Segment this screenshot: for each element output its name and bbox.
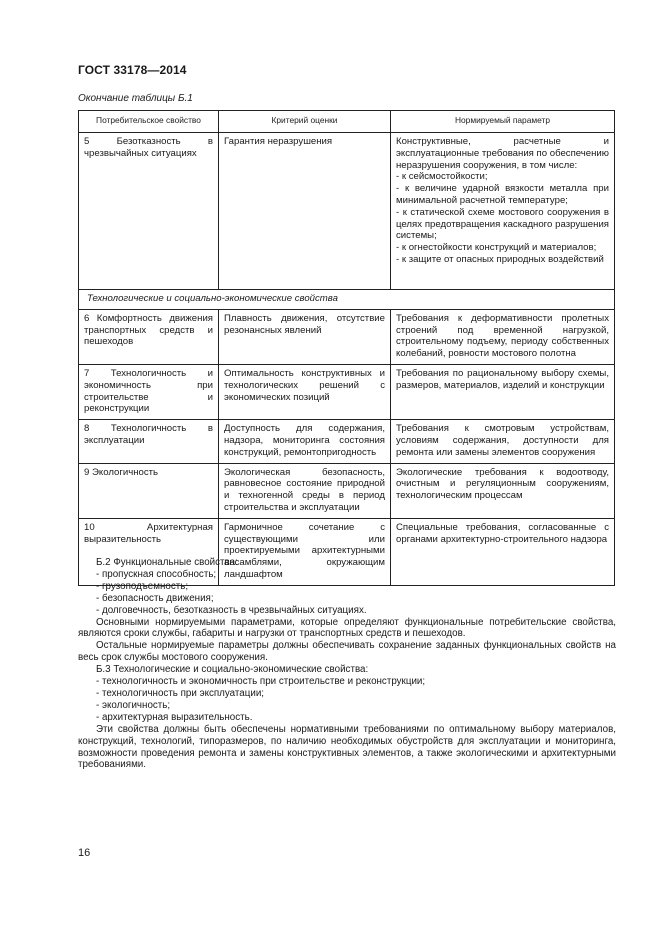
property-cell: 9 Экологичность — [79, 463, 219, 518]
table-row — [79, 133, 615, 290]
paragraph: Эти свойства должны быть обеспечены нормативными требованиями по оптимальному выбору материалов, конструкций, технологий, типоразмеров, по наличию необходимых обустройств для эксплуатации и мониторинга, возможности проведения ремонта и замены конструктивных элементов, а также экологическими и архитектурными требованиями. — [78, 723, 616, 771]
parameter-cell: Требования по рациональному выбору схемы, размеров, материалов, изделий и конструкции — [391, 364, 615, 419]
table-row — [79, 463, 615, 518]
criterion-cell: Гармоничное сочетание с существующими или проектируемыми архитектурными ансамблями, окружающим ландшафтом — [219, 518, 391, 585]
list-item: - технологичность при эксплуатации; — [96, 687, 265, 699]
table-caption: Окончание таблицы Б.1 — [78, 93, 193, 104]
parameter-cell — [391, 133, 615, 290]
column-header-criterion: Критерий оценки — [219, 111, 391, 133]
list-item: - долговечность, безотказность в чрезвычайных ситуациях. — [96, 604, 367, 616]
criterion-cell: Экологическая безопасность, равновесное состояние природной и техногенной среды в период строительства и эксплуатации — [219, 463, 391, 518]
property-cell: 5 Безотказность в чрезвычайных ситуациях — [79, 133, 219, 290]
parameter-line: Конструктивные, расчетные и эксплуатационные требования по обеспечению неразрушения сооружения, в том числе: — [396, 136, 609, 171]
column-header-property: Потребительское свойство — [79, 111, 219, 133]
parameter-cell: Требования к деформативности пролетных строений под временной нагрузкой, строительному подъему, периоду собственных колебаний, ровности мостового полотна — [391, 309, 615, 364]
requirements-table — [78, 110, 615, 586]
parameter-line: - к сейсмостойкости; — [396, 171, 488, 183]
parameter-line: - к защите от опасных природных воздействий — [396, 253, 604, 265]
list-item: - грузоподъемность; — [96, 580, 189, 592]
document-code: ГОСТ 33178—2014 — [78, 63, 187, 77]
table-header-row — [79, 111, 615, 133]
property-cell: 8 Технологичность в эксплуатации — [79, 420, 219, 463]
body-text — [78, 557, 616, 771]
list-item: - технологичность и экономичность при строительстве и реконструкции; — [96, 676, 426, 688]
paragraph: Основными нормируемыми параметрами, которые определяют функциональные потребительские свойства, являются сроки службы, габариты и нагрузки от транспортных средств и пешеходов. — [78, 616, 616, 640]
table-row — [79, 364, 615, 419]
column-header-parameter: Нормируемый параметр — [391, 111, 615, 133]
criterion-cell: Оптимальность конструктивных и технологических решений с экономических позиций — [219, 364, 391, 419]
parameter-cell: Требования к смотровым устройствам, условиям содержания, доступности для ремонта или замены элементов сооружения — [391, 420, 615, 463]
page-number: 16 — [78, 847, 91, 859]
list-item: - пропускная способность; — [96, 568, 217, 580]
list-item: - экологичность; — [96, 699, 171, 711]
section-heading-b2: Б.2 Функциональные свойства: — [96, 557, 238, 568]
parameter-line: - к огнестойкости конструкций и материалов; — [396, 242, 597, 254]
criterion-cell: Гарантия неразрушения — [219, 133, 391, 290]
parameter-line: - к величине ударной вязкости металла при минимальной расчетной температуре; — [396, 183, 609, 206]
parameter-cell: Экологические требования к водоотводу, очистным и регуляционным сооружениям, технологическим процессам — [391, 463, 615, 518]
section-row — [79, 290, 615, 310]
property-cell: 10 Архитектурная выразительность — [79, 518, 219, 585]
parameter-line: - к статической схеме мостового сооружения в целях предотвращения каскадного разрушения системы; — [396, 206, 609, 242]
criterion-cell: Плавность движения, отсутствие резонансных явлений — [219, 309, 391, 364]
parameter-cell: Специальные требования, согласованные с органами архитектурно-строительного надзора — [391, 518, 615, 585]
property-cell: 7 Технологичность и экономичность при строительстве и реконструкции — [79, 364, 219, 419]
list-item: - безопасность движения; — [96, 592, 214, 604]
paragraph: Остальные нормируемые параметры должны обеспечивать сохранение заданных функциональных свойств на весь срок службы мостового сооружения. — [78, 640, 616, 664]
criterion-cell: Доступность для содержания, надзора, мониторинга состояния конструкций, ремонтопригодность — [219, 420, 391, 463]
section-title: Технологические и социально-экономические свойства — [79, 290, 615, 310]
section-heading-b3: Б.3 Технологические и социально-экономические свойства: — [96, 664, 369, 676]
list-item: - архитектурная выразительность. — [96, 711, 253, 723]
property-cell: 6 Комфортность движения транспортных средств и пешеходов — [79, 309, 219, 364]
table-row — [79, 309, 615, 364]
table-row — [79, 420, 615, 463]
